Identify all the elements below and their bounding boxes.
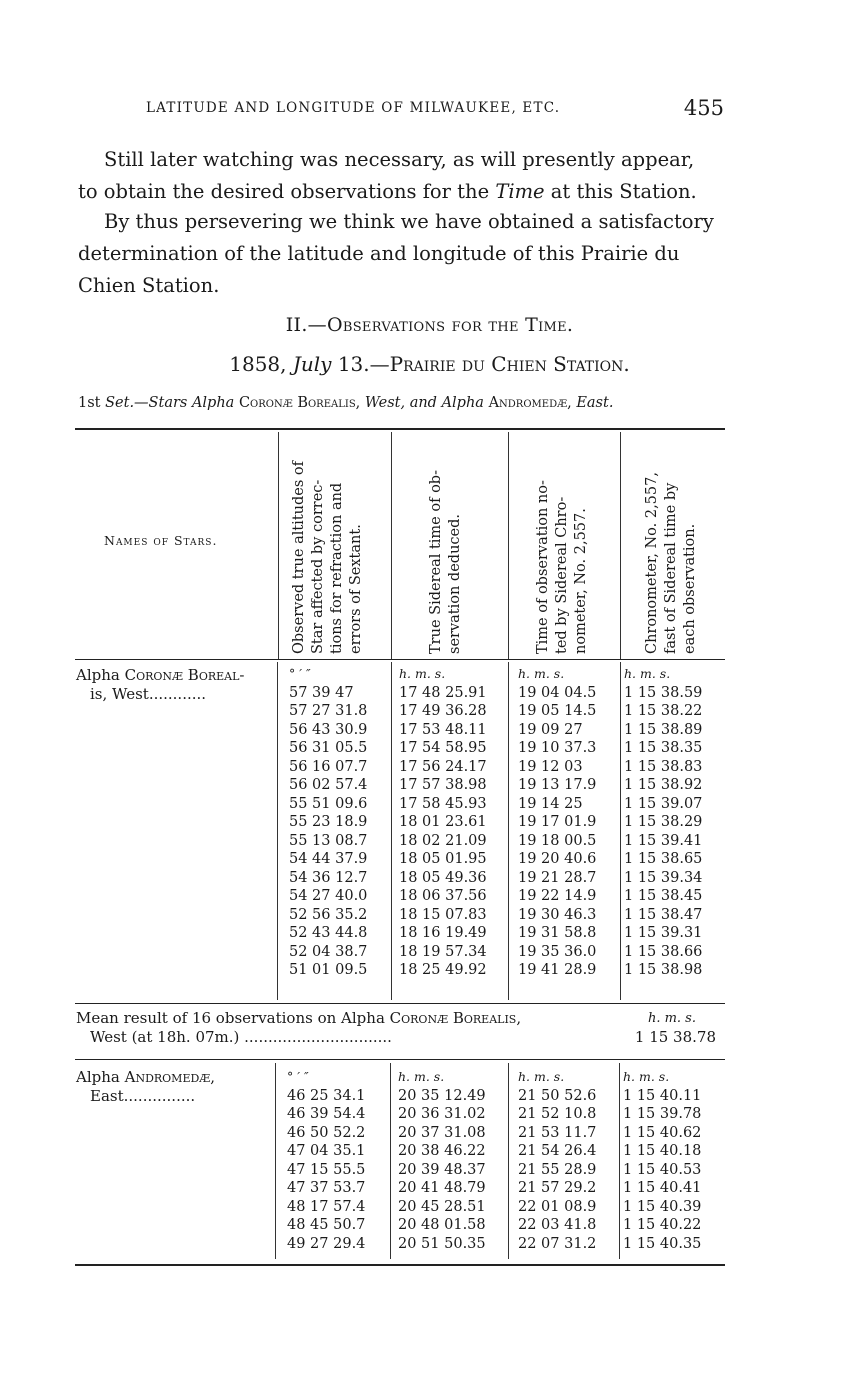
paragraph-line: By thus persevering we think we have obtained a satisfactory (104, 210, 714, 233)
table-cell: 18 02 21.09 (399, 832, 487, 849)
column-divider (508, 432, 509, 659)
table-cell: 1 15 39.78 (623, 1106, 702, 1122)
table-cell: 1 15 39.07 (624, 795, 703, 812)
table-cell: 1 15 40.53 (623, 1161, 702, 1178)
paragraph-line: determination of the latitude and longitude of this Prairie du (78, 242, 680, 265)
date-rest: 13.—Prairie du Chien Station. (337, 352, 630, 376)
set-prefix: 1st Set.—Stars (78, 395, 188, 411)
mean-line2: West (at 18h. 07m.) ............................... (90, 1028, 392, 1046)
col-header-line: Chronometer, No. 2,557, (644, 472, 660, 654)
table-cell: 1 15 40.35 (623, 1235, 702, 1252)
table-cell: 49 27 29.4 (287, 1235, 366, 1252)
table-cell: 21 53 11.7 (518, 1124, 597, 1141)
group1-label-line2: is, West............ (90, 685, 207, 703)
set-dir1: West, (364, 395, 406, 411)
group2-sidereal-column (398, 1068, 486, 1253)
unit-label: h. m. s. (624, 666, 671, 681)
table-cell: 19 10 37.3 (518, 740, 597, 756)
table-cell: 1 15 38.92 (624, 777, 703, 793)
table-cell: 57 27 31.8 (289, 703, 368, 719)
col-header-line: Observed true altitudes of (291, 461, 307, 654)
table-cell: 54 27 40.0 (289, 888, 368, 904)
table-cell: 17 57 38.98 (399, 777, 487, 793)
column-divider (620, 662, 621, 1000)
section-title (0, 314, 859, 336)
table-cell: 19 30 46.3 (518, 906, 597, 923)
unit-label: ° ′ ″ (287, 1069, 309, 1084)
table-cell: 1 15 38.65 (624, 851, 703, 867)
table-cell: 47 04 35.1 (287, 1143, 366, 1159)
table-cell: 17 56 24.17 (399, 758, 487, 775)
table-cell: 18 01 23.61 (399, 814, 487, 830)
table-cell: 22 07 31.2 (518, 1235, 597, 1252)
table-cell: 1 15 38.83 (624, 758, 703, 775)
col-header-line: each observation. (682, 523, 698, 654)
running-title: LATITUDE AND LONGITUDE OF MILWAUKEE, ETC. (146, 100, 561, 116)
paragraph-1 (78, 144, 722, 208)
set-star2-italic: Alpha (441, 395, 484, 411)
paragraph-2 (78, 206, 722, 302)
table-cell: 51 01 09.5 (289, 962, 368, 978)
table-cell: 19 20 40.6 (518, 851, 597, 867)
section-date (0, 352, 859, 376)
table-cell: 17 54 58.95 (399, 740, 487, 756)
group1-fast-column (624, 665, 702, 980)
col-header-line: nometer, No. 2,557. (573, 508, 589, 654)
table-cell: 20 45 28.51 (398, 1198, 486, 1215)
table-cell: 47 37 53.7 (287, 1180, 366, 1196)
table-cell: 21 54 26.4 (518, 1143, 597, 1159)
table-cell: 1 15 38.22 (624, 703, 703, 719)
column-divider (277, 662, 278, 1000)
table-cell: 55 13 08.7 (289, 832, 368, 849)
table-cell: 19 13 17.9 (518, 777, 597, 793)
column-divider (619, 1063, 620, 1259)
table-cell: 20 39 48.37 (398, 1161, 486, 1178)
table-cell: 1 15 38.66 (624, 943, 703, 960)
column-divider (278, 432, 279, 659)
table-cell: 18 06 37.56 (399, 888, 487, 904)
paragraph-line: Still later watching was necessary, as will presently appear, (104, 148, 695, 171)
unit-label: ° ′ ″ (289, 666, 311, 681)
set-dir2: East. (576, 395, 614, 411)
header-bottom-rule (75, 659, 725, 660)
group1-label-line1: Alpha Coronæ Boreal- (76, 666, 245, 684)
unit-label: h. m. s. (399, 666, 446, 681)
table-cell: 1 15 40.18 (623, 1143, 702, 1159)
table-cell: 21 50 52.6 (518, 1087, 597, 1104)
table-top-rule (75, 428, 725, 430)
column-divider (390, 1063, 391, 1259)
table-cell: 20 36 31.02 (398, 1106, 486, 1122)
group2-label-line2: East............... (90, 1087, 196, 1105)
column-divider (508, 662, 509, 1000)
running-header (146, 96, 724, 124)
table-cell: 47 15 55.5 (287, 1161, 366, 1178)
table-cell: 22 03 41.8 (518, 1217, 597, 1233)
table-cell: 19 05 14.5 (518, 703, 597, 719)
table-cell: 46 50 52.2 (287, 1124, 366, 1141)
col-header-line: tions for refraction and (329, 482, 345, 654)
table-cell: 20 48 01.58 (398, 1217, 486, 1233)
table-cell: 21 57 29.2 (518, 1180, 597, 1196)
table-cell: 19 18 00.5 (518, 832, 597, 849)
table-cell: 22 01 08.9 (518, 1198, 597, 1215)
table-cell: 46 39 54.4 (287, 1106, 366, 1122)
col-header-line: True Sidereal time of ob- (428, 470, 444, 654)
table-cell: 56 31 05.5 (289, 740, 368, 756)
table-cell: 1 15 38.47 (624, 906, 703, 923)
col-header-chronometer-fast (643, 438, 700, 654)
table-cell: 19 17 01.9 (518, 814, 597, 830)
table-cell: 18 19 57.34 (399, 943, 487, 960)
mean-bottom-rule (75, 1059, 725, 1060)
table-cell: 1 15 38.29 (624, 814, 703, 830)
col-header-line: Star affected by correc- (310, 479, 326, 654)
set-and: and (409, 395, 437, 411)
table-cell: 56 43 30.9 (289, 721, 368, 738)
table-cell: 17 58 45.93 (399, 795, 487, 812)
table-cell: 19 14 25 (518, 795, 583, 812)
set-star1-italic: Alpha (191, 395, 235, 411)
group2-fast-column (623, 1068, 701, 1253)
table-cell: 55 51 09.6 (289, 795, 368, 812)
table-cell: 17 53 48.11 (399, 721, 487, 738)
section-title-text: II.—Observations for the Time. (285, 314, 574, 336)
table-cell: 21 52 10.8 (518, 1106, 597, 1122)
col-header-line: servation deduced. (447, 513, 463, 654)
table-cell: 1 15 38.35 (624, 740, 703, 756)
set-star2-name: Andromedæ, (488, 395, 572, 411)
col-header-altitudes (290, 438, 366, 654)
table-cell: 19 31 58.8 (518, 925, 597, 941)
table-cell: 18 15 07.83 (399, 906, 487, 923)
col-header-line: errors of Sextant. (348, 524, 364, 654)
group1-bottom-rule (75, 1003, 725, 1004)
table-cell: 52 43 44.8 (289, 925, 368, 941)
table-cell: 19 41 28.9 (518, 962, 597, 978)
col-header-sidereal (427, 438, 465, 654)
table-cell: 19 09 27 (518, 721, 583, 738)
page-number: 455 (683, 96, 724, 120)
table-cell: 19 35 36.0 (518, 943, 597, 960)
unit-label: h. m. s. (518, 666, 565, 681)
names-of-stars-header: Names of Stars. (104, 533, 218, 548)
col-header-line: ted by Sidereal Chro- (554, 496, 570, 654)
column-divider (391, 662, 392, 1000)
col-header-line: Time of observation no- (535, 480, 551, 654)
mean-line1: Mean result of 16 observations on Alpha Coronæ Borealis, (76, 1009, 522, 1027)
column-divider (620, 432, 621, 659)
group2-chronometer-column (518, 1068, 596, 1253)
mean-units: h. m. s. (647, 1011, 696, 1026)
table-cell: 1 15 38.45 (624, 888, 703, 904)
table-cell: 1 15 38.59 (624, 684, 703, 701)
table-cell: 57 39 47 (289, 684, 354, 701)
column-divider (275, 1063, 276, 1259)
group2-label-line1: Alpha Andromedæ, (76, 1068, 216, 1086)
table-cell: 55 23 18.9 (289, 814, 368, 830)
table-cell: 1 15 38.98 (624, 962, 703, 978)
table-cell: 1 15 39.41 (624, 832, 703, 849)
mean-result (76, 1009, 726, 1047)
column-divider (508, 1063, 509, 1259)
unit-label: h. m. s. (518, 1069, 565, 1084)
col-header-line: fast of Sidereal time by (663, 482, 679, 654)
table-cell: 20 51 50.35 (398, 1235, 486, 1252)
table-cell: 18 16 19.49 (399, 925, 487, 941)
unit-label: h. m. s. (398, 1069, 445, 1084)
table-cell: 19 04 04.5 (518, 684, 597, 701)
table-cell: 1 15 40.62 (623, 1124, 702, 1141)
table-cell: 21 55 28.9 (518, 1161, 597, 1178)
set-star1-name: Coronæ Borealis, (238, 395, 361, 411)
table-cell: 1 15 40.39 (623, 1198, 702, 1215)
table-cell: 56 16 07.7 (289, 758, 368, 775)
date-year: 1858, (229, 352, 287, 376)
table-cell: 1 15 40.41 (623, 1180, 702, 1196)
table-cell: 20 41 48.79 (398, 1180, 486, 1196)
table-cell: 54 36 12.7 (289, 869, 368, 886)
table-cell: 17 48 25.91 (399, 684, 487, 701)
set-description (78, 395, 738, 411)
table-cell: 19 22 14.9 (518, 888, 597, 904)
table-cell: 17 49 36.28 (399, 703, 487, 719)
table-cell: 18 05 49.36 (399, 869, 487, 886)
table-cell: 19 21 28.7 (518, 869, 597, 886)
table-bottom-rule (75, 1264, 725, 1266)
paragraph-line: to obtain the desired observations for the Time at this Station. (78, 180, 697, 203)
paragraph-line: Chien Station. (78, 274, 220, 297)
table-cell: 1 15 39.31 (624, 925, 703, 941)
table-cell: 46 25 34.1 (287, 1087, 366, 1104)
group1-chronometer-column (518, 665, 596, 980)
table-cell: 54 44 37.9 (289, 851, 368, 867)
table-cell: 20 35 12.49 (398, 1087, 486, 1104)
group1-sidereal-column (399, 665, 487, 980)
col-header-chronometer-time (534, 438, 591, 654)
table-cell: 19 12 03 (518, 758, 583, 775)
table-cell: 52 56 35.2 (289, 906, 368, 923)
table-cell: 20 38 46.22 (398, 1143, 486, 1159)
unit-label: h. m. s. (623, 1069, 670, 1084)
table-cell: 1 15 40.11 (623, 1087, 702, 1104)
table-cell: 1 15 39.34 (624, 869, 703, 886)
table-cell: 18 05 01.95 (399, 851, 487, 867)
table-cell: 1 15 38.89 (624, 721, 703, 738)
date-month: July (292, 352, 332, 376)
group2-altitudes-column (287, 1068, 365, 1253)
table-cell: 48 45 50.7 (287, 1217, 366, 1233)
table-cell: 20 37 31.08 (398, 1124, 486, 1141)
table-cell: 48 17 57.4 (287, 1198, 366, 1215)
group1-altitudes-column (289, 665, 367, 980)
table-cell: 1 15 40.22 (623, 1217, 702, 1233)
table-cell: 52 04 38.7 (289, 943, 368, 960)
table-cell: 18 25 49.92 (399, 962, 487, 978)
column-divider (391, 432, 392, 659)
mean-value: 1 15 38.78 (634, 1028, 716, 1046)
table-cell: 56 02 57.4 (289, 777, 368, 793)
